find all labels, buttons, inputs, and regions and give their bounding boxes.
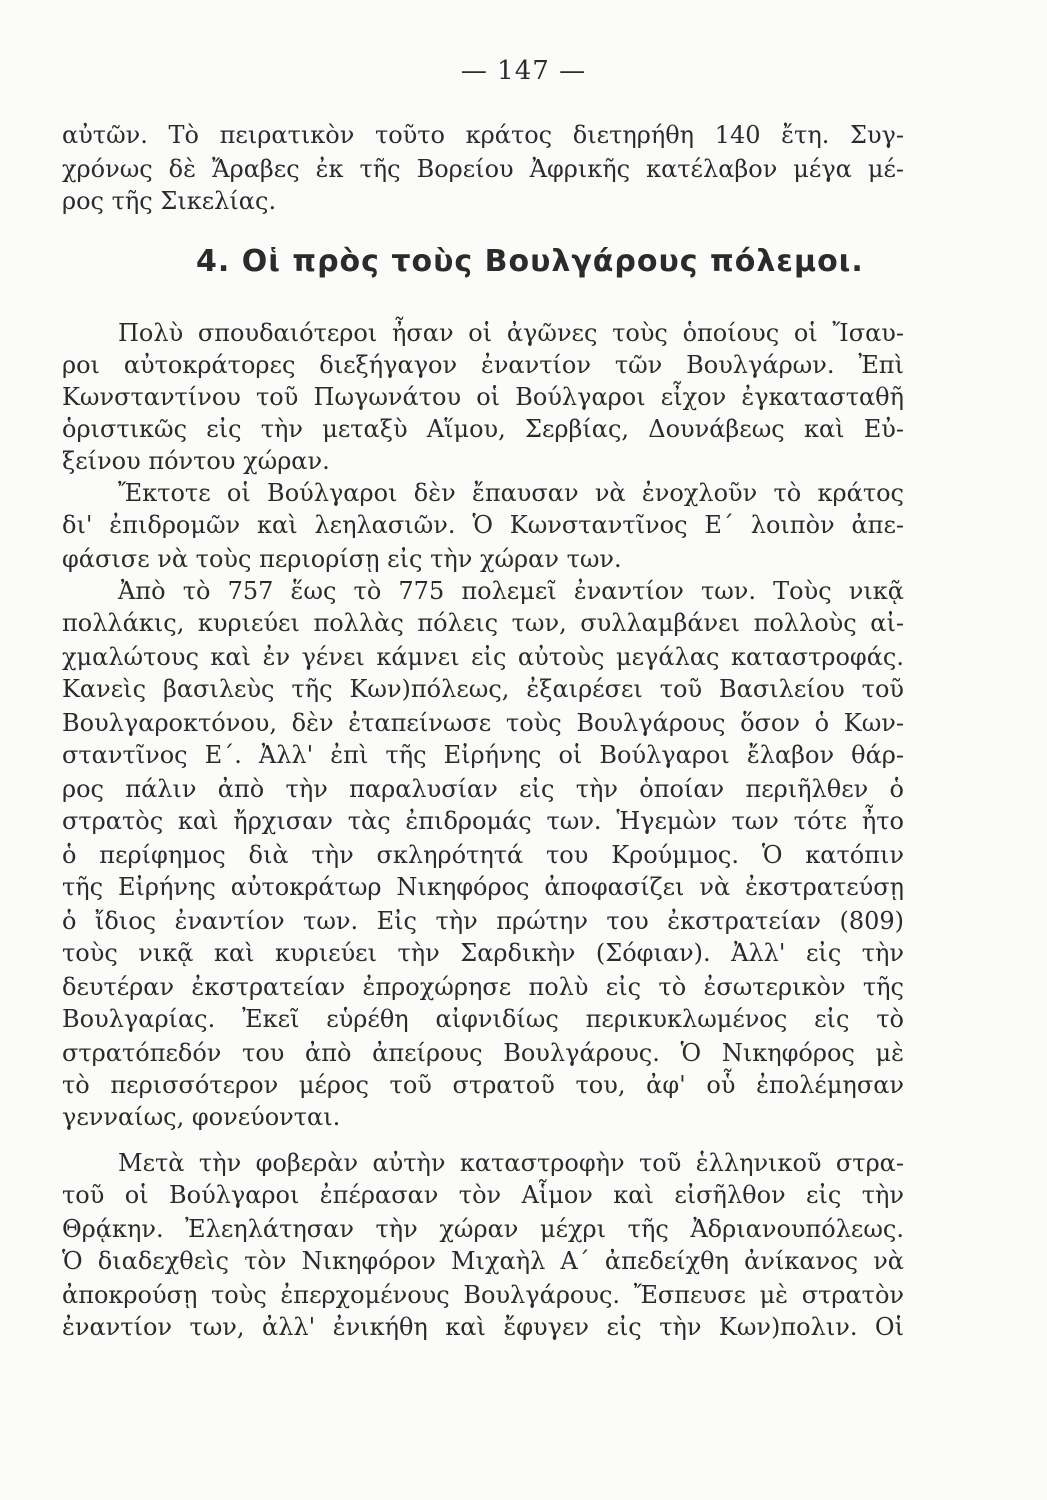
text-line: Ἔκτοτε οἱ Βούλγαροι δὲν ἔπαυσαν νὰ ἐνοχλοῦν τὸ κράτος: [118, 479, 904, 507]
text-line: Βουλγαροκτόνου, δὲν ἐταπείνωσε τοὺς Βουλγάρους ὅσον ὁ Κων-: [62, 709, 904, 737]
text-line: Βουλγαρίας. Ἐκεῖ εὑρέθη αἰφνιδίως περικυκλωμένος εἰς τὸ: [62, 1005, 904, 1033]
text-line: Κωνσταντίνου τοῦ Πωγωνάτου οἱ Βούλγαροι εἶχον ἐγκατασταθῆ: [62, 383, 904, 411]
text-line: τὸ περισσότερον μέρος τοῦ στρατοῦ του, ἀφ' οὗ ἐπολέμησαν: [62, 1071, 904, 1099]
text-line: ἀποκρούσῃ τοὺς ἐπερχομένους Βουλγάρους. Ἔσπευσε μὲ στρατὸν: [62, 1281, 904, 1309]
text-line: τοὺς νικᾷ καὶ κυριεύει τὴν Σαρδικὴν (Σόφιαν). Ἀλλ' εἰς τὴν: [62, 939, 904, 967]
text-line: χρόνως δὲ Ἄραβες ἐκ τῆς Βορείου Ἀφρικῆς κατέλαβον μέγα μέ-: [62, 155, 904, 183]
text-line: Μετὰ τὴν φοβερὰν αὐτὴν καταστροφὴν τοῦ ἑλληνικοῦ στρα-: [118, 1149, 904, 1177]
text-line: τοῦ οἱ Βούλγαροι ἐπέρασαν τὸν Αἷμον καὶ εἰσῆλθον εἰς τὴν: [62, 1181, 904, 1209]
text-line: ξείνου πόντου χώραν.: [62, 447, 330, 475]
text-line: ρος πάλιν ἀπὸ τὴν παραλυσίαν εἰς τὴν ὁποίαν περιῆλθεν ὁ: [62, 775, 904, 803]
text-line: χμαλώτους καὶ ἐν γένει κάμνει εἰς αὐτοὺς μεγάλας καταστροφάς.: [62, 643, 904, 671]
text-line: ὁριστικῶς εἰς τὴν μεταξὺ Αἵμου, Σερβίας, Δουνάβεως καὶ Εὐ-: [62, 415, 904, 443]
text-line: ὁ ἴδιος ἐναντίον των. Εἰς τὴν πρώτην του ἐκστρατείαν (809): [62, 907, 904, 935]
text-line: ὁ περίφημος διὰ τὴν σκληρότητά του Κρούμμος. Ὁ κατόπιν: [62, 841, 904, 869]
text-line: δι' ἐπιδρομῶν καὶ λεηλασιῶν. Ὁ Κωνσταντῖνος Ε΄ λοιπὸν ἀπε-: [62, 511, 904, 539]
text-line: Θρᾴκην. Ἐλεηλάτησαν τὴν χώραν μέχρι τῆς Ἀδριανουπόλεως.: [62, 1215, 904, 1243]
text-line: δευτέραν ἐκστρατείαν ἐπροχώρησε πολὺ εἰς τὸ ἐσωτερικὸν τῆς: [62, 973, 904, 1001]
text-line: Κανεὶς βασιλεὺς τῆς Κων)πόλεως, ἐξαιρέσει τοῦ Βασιλείου τοῦ: [62, 675, 904, 703]
text-line: Πολὺ σπουδαιότεροι ἦσαν οἱ ἀγῶνες τοὺς ὁποίους οἱ Ἴσαυ-: [118, 319, 904, 347]
text-line: αὐτῶν. Τὸ πειρατικὸν τοῦτο κράτος διετηρήθη 140 ἔτη. Συγ-: [62, 121, 904, 149]
text-line: ἐναντίον των, ἀλλ' ἐνικήθη καὶ ἔφυγεν εἰς τὴν Κων)πολιν. Οἱ: [62, 1313, 904, 1341]
text-line: σταντῖνος Ε΄. Ἀλλ' ἐπὶ τῆς Εἰρήνης οἱ Βούλγαροι ἔλαβον θάρ-: [62, 741, 904, 769]
text-line: ροι αὐτοκράτορες διεξήγαγον ἐναντίον τῶν Βουλγάρων. Ἐπὶ: [62, 351, 904, 379]
text-line: ρος τῆς Σικελίας.: [62, 187, 277, 215]
text-line: Ὁ διαδεχθεὶς τὸν Νικηφόρον Μιχαὴλ Α΄ ἀπεδείχθη ἀνίκανος νὰ: [62, 1247, 904, 1275]
text-line: Ἀπὸ τὸ 757 ἕως τὸ 775 πολεμεῖ ἐναντίον των. Τοὺς νικᾷ: [118, 577, 904, 605]
text-line: γενναίως, φονεύονται.: [62, 1103, 341, 1131]
page-number: — 147 —: [460, 56, 587, 86]
text-line: πολλάκις, κυριεύει πολλὰς πόλεις των, συλλαμβάνει πολλοὺς αἰ-: [62, 609, 904, 637]
text-line: στρατὸς καὶ ἤρχισαν τὰς ἐπιδρομάς των. Ἡγεμὼν των τότε ἦτο: [62, 807, 904, 835]
text-line: φάσισε νὰ τοὺς περιορίσῃ εἰς τὴν χώραν των.: [62, 545, 622, 573]
text-line: στρατόπεδόν του ἀπὸ ἀπείρους Βουλγάρους. Ὁ Νικηφόρος μὲ: [62, 1039, 904, 1067]
text-line: τῆς Εἰρήνης αὐτοκράτωρ Νικηφόρος ἀποφασίζει νὰ ἐκστρατεύσῃ: [62, 873, 904, 901]
section-heading: 4. Οἱ πρὸς τοὺς Βουλγάρους πόλεμοι.: [196, 244, 864, 279]
